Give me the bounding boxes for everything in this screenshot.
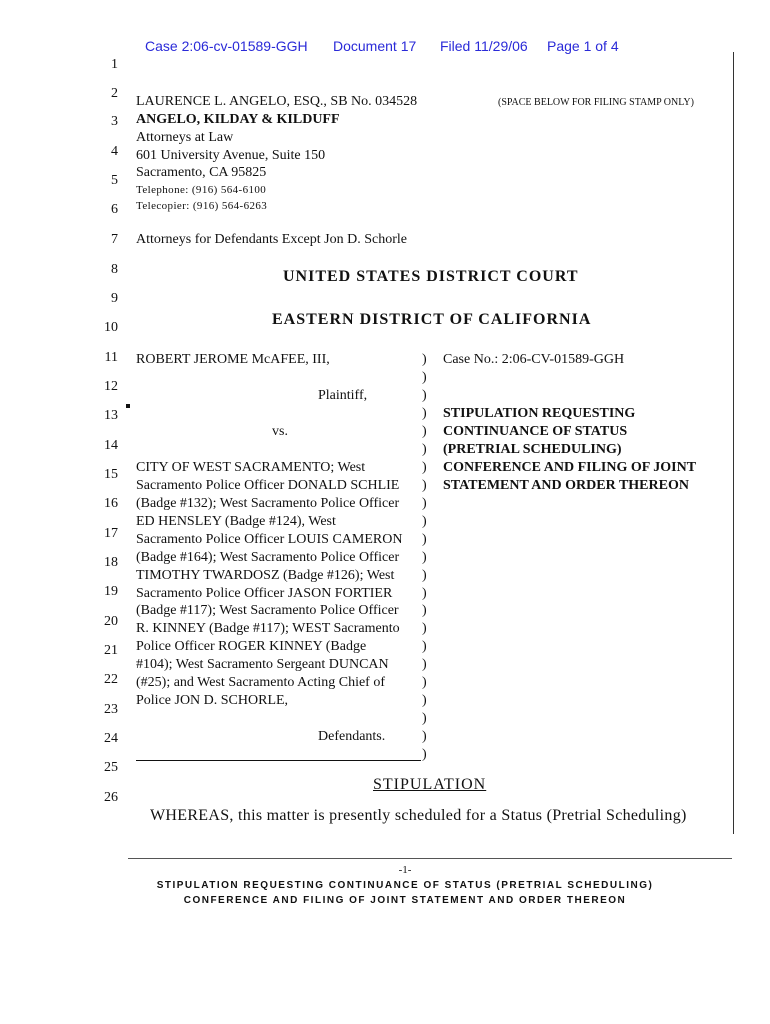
firm-telecopier: Telecopier: (916) 564-6263 xyxy=(136,200,268,212)
line-number: 24 xyxy=(104,731,118,746)
defendant-line: (#25); and West Sacramento Acting Chief of xyxy=(136,675,385,690)
line-number: 4 xyxy=(111,144,118,159)
footer-title-line1: STIPULATION REQUESTING CONTINUANCE OF STATUS (PRETRIAL SCHEDULING) xyxy=(156,880,654,891)
line-number: 3 xyxy=(111,114,118,129)
case-number: Case No.: 2:06-CV-01589-GGH xyxy=(443,352,625,367)
document-title-line: STIPULATION REQUESTING xyxy=(443,406,636,421)
caption-underline xyxy=(136,760,421,761)
document-number-header: Document 17 xyxy=(333,38,417,54)
line-number: 23 xyxy=(104,702,118,717)
defendant-line: #104); West Sacramento Sergeant DUNCAN xyxy=(136,657,389,672)
line-number: 18 xyxy=(104,555,118,570)
defendant-line: ED HENSLEY (Badge #124), West xyxy=(136,514,336,529)
document-title-line: STATEMENT AND ORDER THEREON xyxy=(443,478,689,493)
line-number: 10 xyxy=(104,320,118,335)
defendant-line: Police JON D. SCHORLE, xyxy=(136,693,289,708)
defendant-line: Sacramento Police Officer LOUIS CAMERON xyxy=(136,532,403,547)
footer-rule xyxy=(128,858,732,859)
line-number: 6 xyxy=(111,202,118,217)
line-number: 15 xyxy=(104,467,118,482)
right-margin-rule xyxy=(733,52,734,834)
line-number: 26 xyxy=(104,790,118,805)
defendant-line: TIMOTHY TWARDOSZ (Badge #126); West xyxy=(136,568,395,583)
plaintiff-name: ROBERT JEROME McAFEE, III, xyxy=(136,352,330,367)
line-number: 22 xyxy=(104,672,118,687)
footer-title-line2: CONFERENCE AND FILING OF JOINT STATEMENT AND ORDER THEREON xyxy=(183,895,627,906)
defendant-line: Police Officer ROGER KINNEY (Badge xyxy=(136,639,367,654)
line-number: 14 xyxy=(104,438,118,453)
defendant-line: (Badge #164); West Sacramento Police Officer xyxy=(136,550,400,565)
page-count-header: Page 1 of 4 xyxy=(547,38,619,54)
line-number: 11 xyxy=(104,350,118,365)
firm-street-address: 601 University Avenue, Suite 150 xyxy=(136,148,326,163)
attorney-name: LAURENCE L. ANGELO, ESQ., SB No. 034528 xyxy=(136,94,418,109)
filing-stamp-note: (SPACE BELOW FOR FILING STAMP ONLY) xyxy=(498,97,694,108)
line-number: 5 xyxy=(111,173,118,188)
stipulation-heading: STIPULATION xyxy=(373,776,487,793)
line-number: 21 xyxy=(104,643,118,658)
filed-date-header: Filed 11/29/06 xyxy=(440,38,528,54)
defendant-line: (Badge #117); West Sacramento Police Officer xyxy=(136,603,399,618)
line-number: 16 xyxy=(104,496,118,511)
defendants-label: Defendants. xyxy=(318,729,386,744)
law-firm-name: ANGELO, KILDAY & KILDUFF xyxy=(136,112,340,127)
document-title-line: CONFERENCE AND FILING OF JOINT xyxy=(443,460,697,475)
document-title-line: CONTINUANCE OF STATUS xyxy=(443,424,628,439)
line-number: 13 xyxy=(104,408,118,423)
defendant-line: R. KINNEY (Badge #117); WEST Sacramento xyxy=(136,621,400,636)
versus-label: vs. xyxy=(272,424,288,439)
line-number: 7 xyxy=(111,232,118,247)
line-number: 20 xyxy=(104,614,118,629)
defendant-line: CITY OF WEST SACRAMENTO; West xyxy=(136,460,366,475)
line-number: 25 xyxy=(104,760,118,775)
document-title-line: (PRETRIAL SCHEDULING) xyxy=(443,442,622,457)
stray-mark xyxy=(126,404,130,408)
line-number: 1 xyxy=(111,57,118,72)
line-number: 17 xyxy=(104,526,118,541)
court-name: UNITED STATES DISTRICT COURT xyxy=(283,268,579,285)
line-number: 9 xyxy=(111,291,118,306)
firm-telephone: Telephone: (916) 564-6100 xyxy=(136,184,267,196)
firm-city: Sacramento, CA 95825 xyxy=(136,165,267,180)
page-number: -1- xyxy=(398,864,412,876)
line-number: 12 xyxy=(104,379,118,394)
defendant-line: (Badge #132); West Sacramento Police Officer xyxy=(136,496,400,511)
case-number-header: Case 2:06-cv-01589-GGH xyxy=(145,38,308,54)
body-first-line: WHEREAS, this matter is presently scheduled for a Status (Pretrial Scheduling) xyxy=(150,807,687,824)
plaintiff-label: Plaintiff, xyxy=(318,388,368,403)
court-district: EASTERN DISTRICT OF CALIFORNIA xyxy=(272,311,592,328)
defendant-line: Sacramento Police Officer JASON FORTIER xyxy=(136,586,393,601)
defendant-line: Sacramento Police Officer DONALD SCHLIE xyxy=(136,478,400,493)
line-number: 19 xyxy=(104,584,118,599)
line-number: 2 xyxy=(111,86,118,101)
line-number: 8 xyxy=(111,262,118,277)
attorney-role: Attorneys at Law xyxy=(136,130,234,145)
attorneys-for: Attorneys for Defendants Except Jon D. Schorle xyxy=(136,232,407,247)
